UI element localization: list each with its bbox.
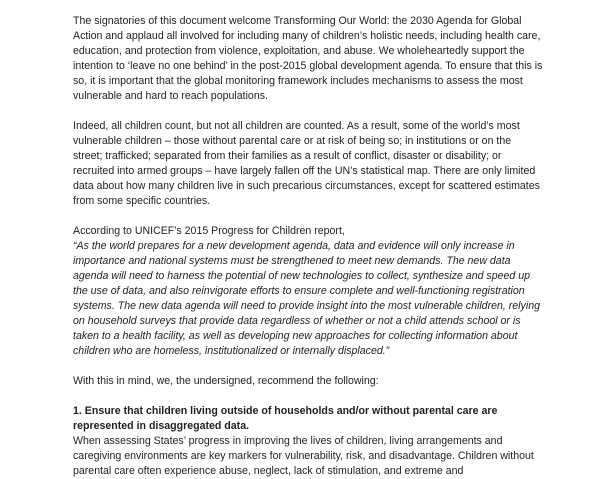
- children-count-paragraph: Indeed, all children count, but not all children are counted. As a result, some of the world’s most vulnerable children – those without parental care or at risk of being so; in institutions or on the street; trafficked; separated from their families as a result of conflict, disaster or disability; or recruited into armed groups – have largely fallen off the UN’s statistical map. There are only limited data about how many children live in such precarious circumstances, except for scattered estimates from some specific countries.: [73, 120, 540, 207]
- recommendation-body-1: When assessing States’ progress in improving the lives of children, living arrangements and caregiving environments are key markers for vulnerability, risk, and disadvantage. Children without parental care often experience abuse, neglect, lack of stimulation, and extreme and: [73, 435, 534, 477]
- unicef-quote: “As the world prepares for a new development agenda, data and evidence will only increase in importance and national systems must be strengthened to meet new demands. The new data agenda will need to harness the potential of new technologies to collect, synthesize and speed up the use of data, and also reinvigorate efforts to ensure complete and well-functioning registration systems. The new data agenda will need to provide insight into the most vulnerable children, relying on household surveys that provide data regardless of whether or not a child attends school or is taken to a health facility, as well as developing new approaches for collecting information about children who are homeless, institutionalized or internally displaced.”: [73, 240, 540, 357]
- document-page: [73, 14, 543, 479]
- recommendation-intro: With this in mind, we, the undersigned, recommend the following:: [73, 375, 379, 387]
- intro-paragraph: The signatories of this document welcome Transforming Our World: the 2030 Agenda for Global Action and applaud all involved for including many of children’s holistic needs, including health care, education, and protection from violence, exploitation, and abuse. We wholeheartedly support the intention to ‘leave no one behind’ in the post-2015 global development agenda. To ensure that this is so, it is important that the global monitoring framework includes mechanisms to assess the most vulnerable and hard to reach populations.: [73, 15, 543, 102]
- recommendation-heading-1: 1. Ensure that children living outside of households and/or without parental care are represented in disaggregated data.: [73, 405, 498, 432]
- quote-intro: According to UNICEF’s 2015 Progress for Children report,: [73, 225, 345, 237]
